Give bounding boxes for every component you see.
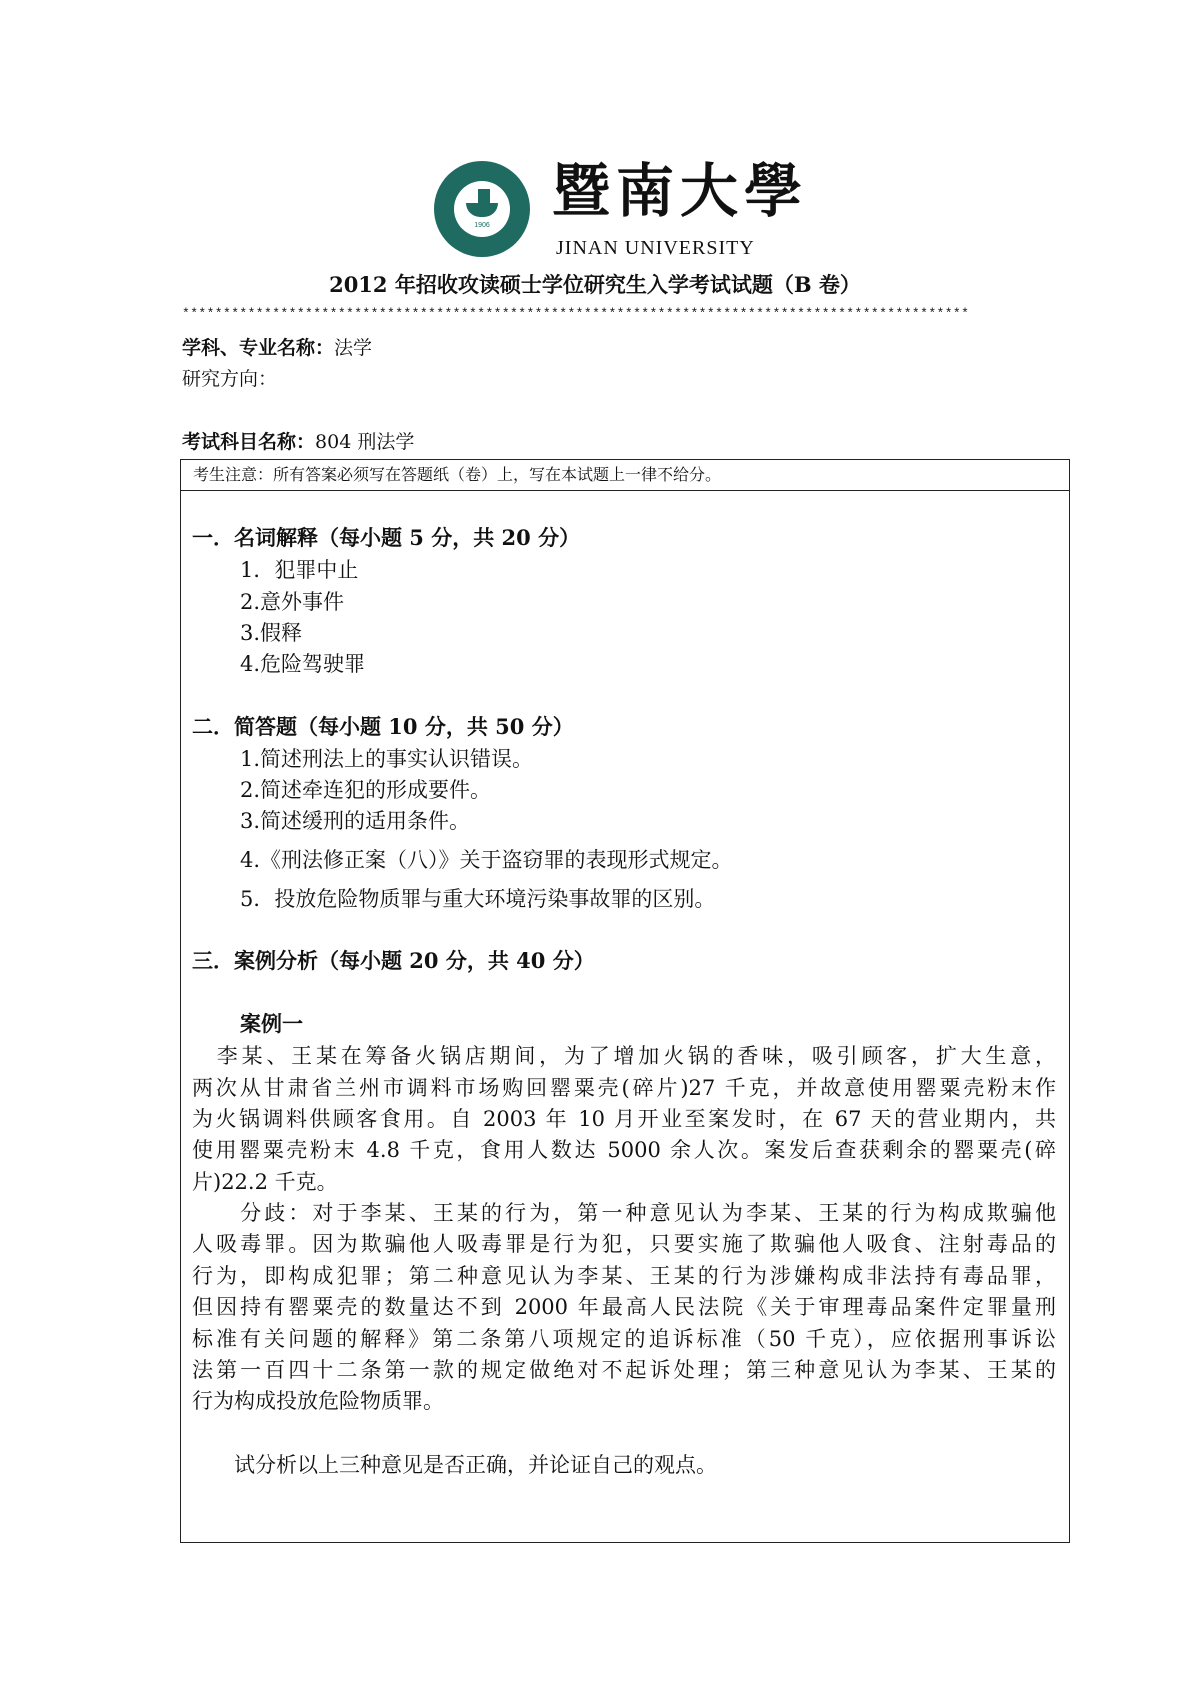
case-facts-line: 为火锅调料供顾客食用。自 2003 年 10 月开业至案发时，在 67 天的营业期内，共	[192, 1107, 1056, 1131]
case-title: 案例一	[240, 1011, 303, 1036]
list-item: 4.危险驾驶罪	[240, 652, 366, 676]
list-item: 2.意外事件	[240, 590, 345, 614]
exam-title: 2012 年招收攻读硕士学位研究生入学考试试题（B 卷）	[329, 272, 861, 297]
direction-label: 研究方向：	[182, 368, 278, 390]
case-dispute-line: 法第一百四十二条第一款的规定做绝对不起诉处理；第三种意见认为李某、王某的	[192, 1358, 1056, 1382]
major-line	[182, 336, 372, 360]
notice-text: 考生注意：所有答案必须写在答题纸（卷）上，写在本试题上一律不给分。	[193, 465, 722, 484]
section-3-heading: 三．案例分析（每小题 20 分，共 40 分）	[192, 948, 595, 973]
logo-chinese-name: 暨南大學	[552, 157, 809, 225]
case-dispute-line: 行为，即构成犯罪；第二种意见认为李某、王某的行为涉嫌构成非法持有毒品罪，	[192, 1264, 1056, 1288]
divider-stars: ************************************************************************************************	[182, 306, 970, 321]
list-item: 5．投放危险物质罪与重大环境污染事故罪的区别。	[240, 887, 716, 911]
case-dispute-line: 行为构成投放危险物质罪。	[192, 1389, 444, 1413]
major-value: 法学	[334, 337, 373, 359]
section-1-heading: 一．名词解释（每小题 5 分，共 20 分）	[192, 525, 581, 550]
case-question: 试分析以上三种意见是否正确，并论证自己的观点。	[192, 1453, 717, 1477]
case-facts-line: 片)22.2 千克。	[192, 1170, 338, 1194]
case-facts-line: 李某、王某在筹备火锅店期间，为了增加火锅的香味，吸引顾客，扩大生意，	[192, 1044, 1056, 1068]
list-item: 4.《刑法修正案（八）》关于盗窃罪的表现形式规定。	[240, 848, 733, 872]
case-facts-line: 两次从甘肃省兰州市调料市场购回罂粟壳(碎片)27 千克，并故意使用罂粟壳粉末作	[192, 1076, 1056, 1100]
logo-english-name: JINAN UNIVERSITY	[556, 237, 755, 259]
list-item: 1.简述刑法上的事实认识错误。	[240, 747, 534, 771]
seal-year: 1906	[474, 222, 490, 229]
case-dispute-line: 但因持有罂粟壳的数量达不到 2000 年最高人民法院《关于审理毒品案件定罪量刑	[192, 1295, 1056, 1319]
subject-label: 考试科目名称：	[182, 431, 316, 453]
major-label: 学科、专业名称：	[182, 337, 335, 359]
case-dispute-line: 标准有关问题的解释》第二条第八项规定的追诉标准（50 千克），应依据刑事诉讼	[192, 1327, 1056, 1351]
case-facts-line: 使用罂粟壳粉末 4.8 千克，食用人数达 5000 余人次。案发后查获剩余的罂粟壳(碎	[192, 1138, 1056, 1162]
subject-line	[182, 430, 414, 454]
case-dispute-line: 人吸毒罪。因为欺骗他人吸毒罪是行为犯，只要实施了欺骗他人吸食、注射毒品的	[192, 1232, 1056, 1256]
list-item: 2.简述牵连犯的形成要件。	[240, 778, 492, 802]
section-2-heading: 二．简答题（每小题 10 分，共 50 分）	[192, 714, 574, 739]
list-item: 3.假释	[240, 621, 303, 645]
case-dispute-line: 分歧：对于李某、王某的行为，第一种意见认为李某、王某的行为构成欺骗他	[192, 1201, 1056, 1225]
notice-row	[181, 460, 1069, 491]
list-item: 1．犯罪中止	[240, 558, 359, 582]
university-seal-logo	[434, 161, 530, 257]
subject-value: 804 刑法学	[315, 431, 415, 453]
list-item: 3.简述缓刑的适用条件。	[240, 809, 471, 833]
